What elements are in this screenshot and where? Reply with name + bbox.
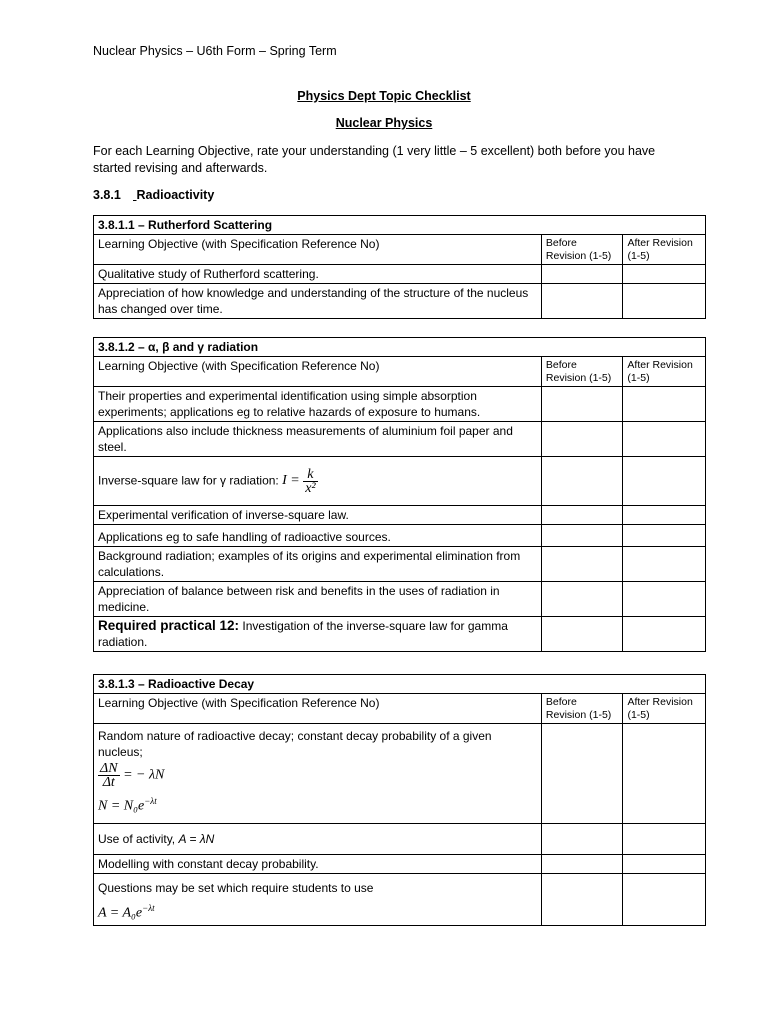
objective-cell: Applications also include thickness measurements of aluminium foil paper and steel.: [94, 422, 542, 457]
formula-exponent: −λt: [144, 796, 157, 806]
objective-text: Inverse-square law for γ radiation:: [98, 473, 279, 488]
after-rating-cell[interactable]: [623, 617, 706, 652]
before-rating-cell[interactable]: [541, 284, 623, 319]
decay-law-formula: [98, 793, 537, 815]
after-rating-cell[interactable]: [623, 525, 706, 547]
after-header: After Revision (1-5): [623, 235, 706, 265]
formula-fraction: [303, 468, 317, 495]
after-header: After Revision (1-5): [623, 357, 706, 387]
activity-formula: A = λN: [178, 832, 215, 846]
section-heading: [93, 188, 214, 202]
section-name: Radioactivity: [136, 188, 215, 202]
before-header: Before Revision (1-5): [541, 694, 623, 724]
decay-rate-formula: [98, 762, 537, 789]
after-rating-cell[interactable]: [623, 506, 706, 525]
objective-header: Learning Objective (with Specification Reference No): [94, 235, 542, 265]
before-header: Before Revision (1-5): [541, 235, 623, 265]
objective-cell: Experimental verification of inverse-square law.: [94, 506, 542, 525]
page-header: Nuclear Physics – U6th Form – Spring Term: [93, 44, 337, 58]
after-rating-cell[interactable]: [623, 457, 706, 506]
objective-header: Learning Objective (with Specification Reference No): [94, 357, 542, 387]
table-title: 3.8.1.3 – Radioactive Decay: [94, 675, 706, 694]
objective-cell: Qualitative study of Rutherford scattering.: [94, 265, 542, 284]
objective-cell: [94, 824, 542, 855]
objective-cell: Their properties and experimental identification using simple absorption experiments; applications eg to relative hazards of exposure to humans.: [94, 387, 542, 422]
decay-table: [93, 674, 706, 926]
objective-cell: Appreciation of how knowledge and understanding of the structure of the nucleus has changed over time.: [94, 284, 542, 319]
after-rating-cell[interactable]: [623, 387, 706, 422]
after-rating-cell[interactable]: [623, 874, 706, 926]
page-subtitle: Nuclear Physics: [335, 116, 433, 130]
before-rating-cell[interactable]: [541, 265, 623, 284]
before-rating-cell[interactable]: [541, 547, 623, 582]
before-header: Before Revision (1-5): [541, 357, 623, 387]
after-rating-cell[interactable]: [623, 265, 706, 284]
formula-rhs: = − λN: [123, 767, 165, 783]
before-rating-cell[interactable]: [541, 617, 623, 652]
objective-cell: [94, 457, 542, 506]
before-rating-cell[interactable]: [541, 387, 623, 422]
activity-decay-formula: [98, 900, 537, 922]
section-number: 3.8.1: [93, 188, 121, 202]
objective-text: Use of activity,: [98, 832, 176, 846]
objective-text: Random nature of radioactive decay; constant decay probability of a given nucleus;: [98, 729, 492, 759]
after-rating-cell[interactable]: [623, 284, 706, 319]
inverse-square-formula: [282, 466, 318, 496]
after-rating-cell[interactable]: [623, 824, 706, 855]
objective-cell: Modelling with constant decay probability.: [94, 855, 542, 874]
objective-text: Questions may be set which require students to use: [98, 881, 374, 895]
before-rating-cell[interactable]: [541, 506, 623, 525]
objective-cell: Background radiation; examples of its origins and experimental elimination from calculations.: [94, 547, 542, 582]
required-practical-label: Required practical 12:: [98, 618, 240, 633]
before-rating-cell[interactable]: [541, 422, 623, 457]
before-rating-cell[interactable]: [541, 525, 623, 547]
objective-text: Investigation of the inverse-square law for gamma radiation.: [98, 619, 508, 649]
radiation-table: [93, 337, 706, 652]
after-rating-cell[interactable]: [623, 582, 706, 617]
before-rating-cell[interactable]: [541, 457, 623, 506]
formula-base: A = A₀e: [98, 905, 143, 921]
page-title: Physics Dept Topic Checklist: [297, 89, 471, 103]
table-title: 3.8.1.1 – Rutherford Scattering: [94, 216, 706, 235]
intro-text: For each Learning Objective, rate your understanding (1 very little – 5 excellent) both before you have started revising and afterwards.: [93, 144, 656, 175]
after-rating-cell[interactable]: [623, 547, 706, 582]
formula-fraction: [98, 762, 120, 789]
before-rating-cell[interactable]: [541, 824, 623, 855]
formula-numerator: ΔN: [100, 761, 118, 776]
after-rating-cell[interactable]: [623, 724, 706, 824]
before-rating-cell[interactable]: [541, 582, 623, 617]
objective-cell: [94, 617, 542, 652]
objective-cell: [94, 874, 542, 926]
rutherford-table: [93, 215, 706, 319]
formula-denominator: x²: [305, 480, 316, 496]
after-rating-cell[interactable]: [623, 422, 706, 457]
table-title: 3.8.1.2 – α, β and γ radiation: [94, 338, 706, 357]
objective-cell: Applications eg to safe handling of radioactive sources.: [94, 525, 542, 547]
before-rating-cell[interactable]: [541, 724, 623, 824]
formula-base: N = N₀e: [98, 798, 145, 814]
formula-lhs: I =: [282, 473, 300, 489]
after-rating-cell[interactable]: [623, 855, 706, 874]
objective-cell: [94, 724, 542, 824]
objective-cell: Appreciation of balance between risk and benefits in the uses of radiation in medicine.: [94, 582, 542, 617]
formula-denominator: Δt: [102, 775, 115, 790]
objective-header: Learning Objective (with Specification Reference No): [94, 694, 542, 724]
after-header: After Revision (1-5): [623, 694, 706, 724]
formula-numerator: k: [303, 468, 317, 482]
before-rating-cell[interactable]: [541, 874, 623, 926]
formula-exponent: −λt: [142, 903, 155, 913]
before-rating-cell[interactable]: [541, 855, 623, 874]
